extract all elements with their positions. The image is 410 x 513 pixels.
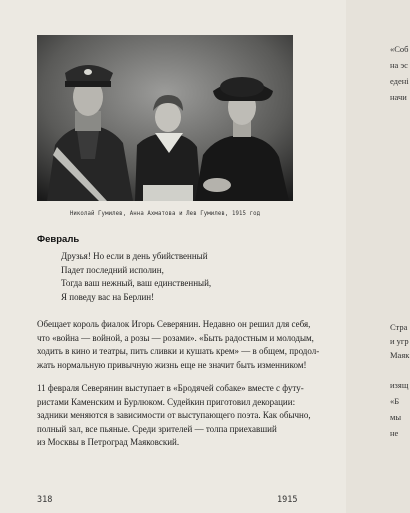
text-line: Обещает король фиалок Игорь Северянин. Недавно он решил для себя, — [37, 319, 311, 329]
poem-quote — [61, 250, 211, 304]
next-page-fragment: мы — [390, 412, 402, 422]
next-page-fragment: «Соб — [390, 44, 409, 54]
paragraph-2 — [37, 382, 337, 450]
photo-illustration — [37, 35, 293, 201]
text-line: 11 февраля Северянин выступает в «Бродячей собаке» вместе с футу- — [37, 383, 304, 393]
next-page-fragment: едені — [390, 76, 409, 86]
next-page-fragment: и угр — [390, 336, 409, 346]
text-line: что «война — войной, а розы — розами». «Быть радостным и молодым, — [37, 332, 314, 343]
family-photograph — [37, 35, 293, 201]
text-line: полный зал, все пьяные. Среди зрителей — толпа приехавший — [37, 423, 277, 434]
next-page-fragment: начи — [390, 92, 407, 102]
running-year: 1915 — [277, 495, 298, 505]
poem-line: Падет последний исполин, — [61, 264, 164, 275]
next-page-fragment: на эс — [390, 60, 408, 70]
next-page-fragment: Маяк — [390, 350, 410, 360]
next-page-fragment: изящ — [390, 380, 409, 390]
text-line: из Москвы в Петроград Маяковский. — [37, 437, 180, 448]
text-line: ристами Каменским и Бурлюком. Судейкин приготовил декорации: — [37, 396, 296, 407]
paragraph-1 — [37, 318, 337, 372]
photo-caption: Николай Гумилев, Анна Ахматова и Лев Гумилев, 1915 год — [69, 211, 261, 217]
book-page-right-edge — [346, 0, 410, 513]
text-line: ходить в кино и театры, пить сливки и кушать крем» — в общем, продол- — [37, 346, 320, 357]
poem-line: Тогда ваш нежный, ваш единственный, — [61, 278, 212, 289]
poem-line: Я поведу вас на Берлин! — [61, 291, 155, 302]
text-line: задники меняются в зависимости от выступающего поэта. Как обычно, — [37, 410, 311, 421]
next-page-fragment: Стра — [390, 322, 408, 332]
page-number: 318 — [37, 495, 53, 505]
section-title: Февраль — [37, 234, 80, 245]
next-page-fragment: «Б — [390, 396, 400, 406]
poem-line: Друзья! Но если в день убийственный — [61, 251, 208, 261]
next-page-fragment: не — [390, 428, 399, 438]
text-line: жать нормальную привычную жизнь еще не значит быть изменником! — [37, 359, 307, 370]
